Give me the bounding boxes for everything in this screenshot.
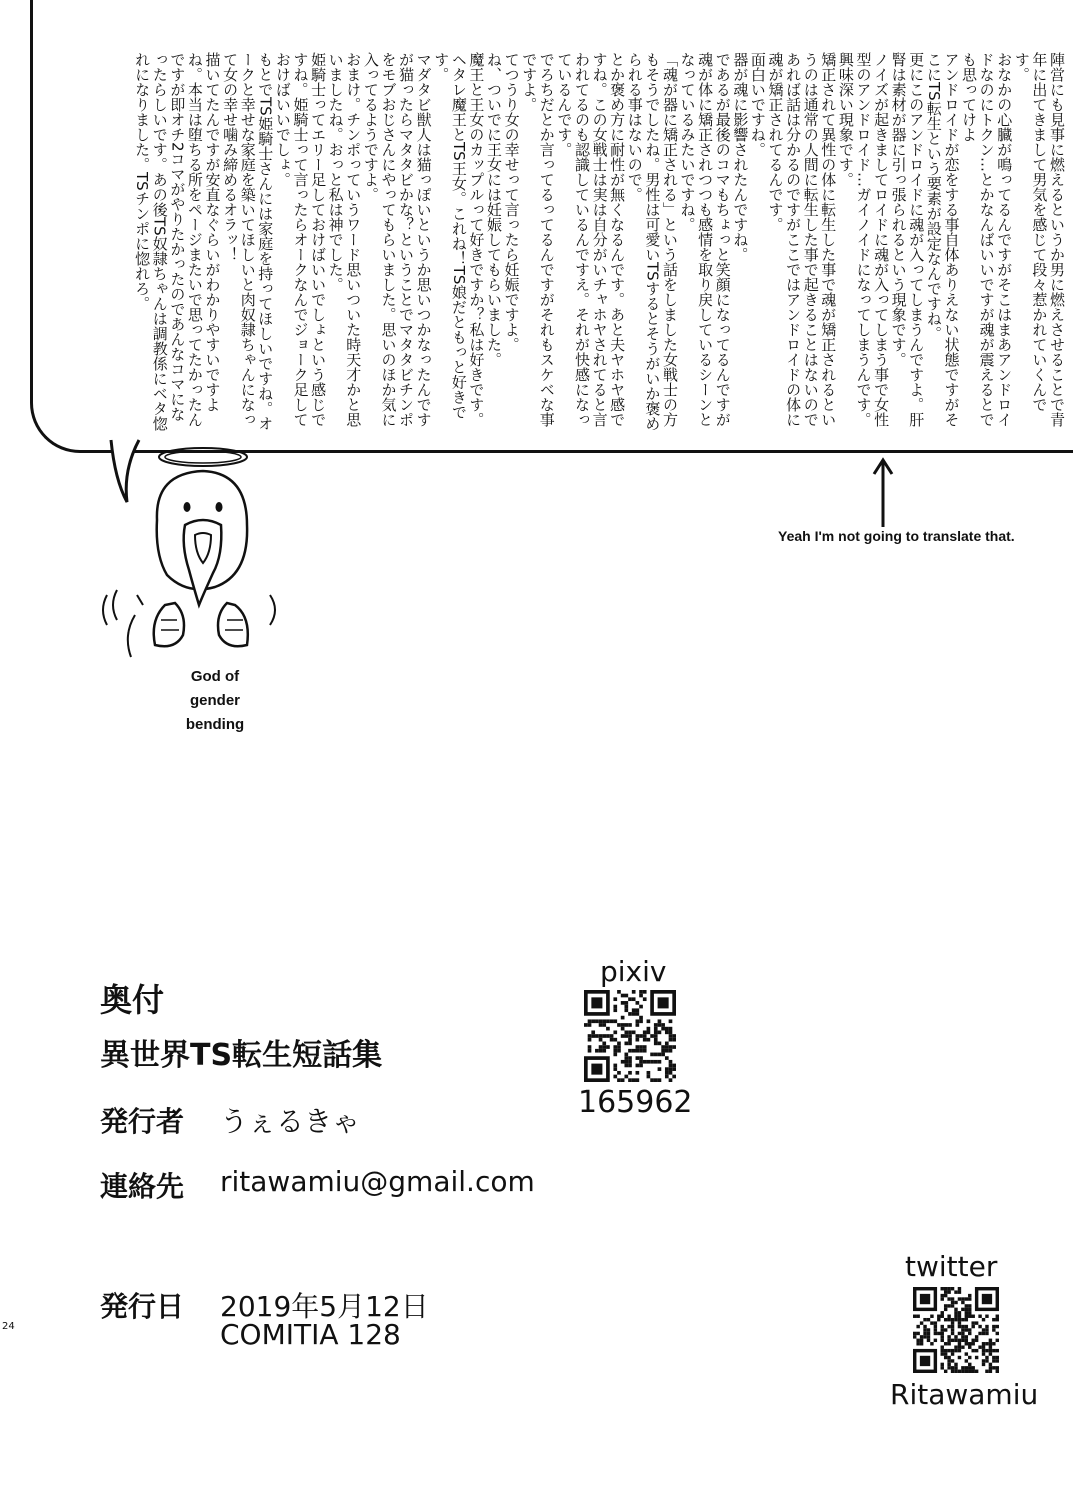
bubble-paragraph: アンドロイドが恋をする事自体ありえない状態ですがそこにTS転生という要素が設定なんですね。 [924, 52, 961, 427]
bubble-paragraph: 陣営にも見事に燃えるというか男に燃えさせることで青年に出てきまして男気を感じて段々惹かれていくんです。 [1012, 52, 1066, 427]
bubble-vertical-text [65, 52, 1065, 432]
pixiv-id: 165962 [578, 1085, 693, 1120]
contact-email: ritawamiu@gmail.com [220, 1165, 535, 1198]
date-row [100, 1285, 429, 1325]
work-title: 異世界TS転生短話集 [100, 1038, 383, 1073]
bubble-paragraph: てつうり女の幸せって言ったら妊娠ですよ。 [502, 52, 521, 352]
bubble-paragraph: ね、ついでに王女には妊娠してもらいました。 [485, 52, 503, 367]
bubble-paragraph: 更にこのアンドロイドに魂が入ってしまうんですよ。肝腎は素材が器に引っ張られるという現象です。 [889, 52, 926, 427]
publish-date: 2019年5月12日 [220, 1290, 429, 1323]
bubble-paragraph: 姫騎士ってエリー足しておけばいいでしょという感じですね。姫騎士って言ったらオークなんでジョーク足しておけばいいでしょ。 [273, 52, 328, 427]
contact-label: 連絡先 [100, 1170, 185, 1203]
caption-line-1: God of [190, 668, 240, 685]
caption-line-2: gender bending [185, 692, 245, 733]
translator-note: Yeah I'm not going to translate that. [778, 528, 1015, 544]
bubble-paragraph: 面白いですね。 [748, 52, 767, 157]
bubble-paragraph: であるが最後のコマもちょっと笑顔になってるんですが魂が体に矯正されつつも感情を取り戻しているシーンとなっているみたいですね。 [678, 52, 732, 427]
bubble-paragraph: でろちだとか言ってるってるんですがそれもスケベな事ですよ。 [520, 52, 556, 427]
bubble-paragraph: おなかの心臓が鳴ってるんですがそこはまあアンドロイドなのにトクン…とかなんばいいですが魂が震えるとでも思ってけよ [960, 52, 1014, 427]
up-arrow-icon [868, 452, 898, 532]
bubble-paragraph: 器が魂に影響されたんですね。 [731, 52, 750, 262]
bubble-paragraph: ノイズが起きましてロイドに魂が入ってしまう事で女性型のアンドロイド…ガイノイドになってしまうんです。興味深い現象です。 [836, 52, 891, 427]
twitter-label: twitter [905, 1250, 998, 1283]
bubble-paragraph: とか褒め方に耐性が無くなるんです。あと夫ヤホヤ感ですね。この女戦士は実は自分がいチャホヤされてると言われてるのも認識しているんですえ。それが快感になっているんです。 [555, 52, 627, 427]
twitter-handle: Ritawamiu [890, 1378, 1039, 1411]
contact-row [100, 1165, 535, 1205]
bubble-paragraph: 魔王と王女のカップルって好きですか？私は好きです。ヘタレ魔王とTS王女。これね！TS娘だともっと好きです。 [432, 52, 486, 427]
publisher-row [100, 1100, 361, 1140]
pixiv-qr-code[interactable] [584, 990, 676, 1082]
bubble-paragraph: 「魂が器に矯正される」という話をしました女戦士の方もそうでしたね。男性は可愛いTSするとそうがいか褒められる事はないので。 [625, 52, 679, 431]
publisher-label: 発行者 [100, 1105, 185, 1138]
bubble-paragraph: おまけ。チンポっていうワード思いついた時天才かと思いましたね。おっと私は神でした。 [326, 52, 363, 427]
colophon-title: 奥付 [100, 981, 165, 1019]
bubble-paragraph: もとでTS姫騎士さんには家庭を持ってほしいですね。オークと幸せな家庭を築いてほしいと肉奴隷ちゃんになって女の幸せ噛み締めるオラッ！ [221, 52, 275, 431]
bubble-paragraph: マダタビ獣人は猫っぽいというか思いつかなったんですが猫ったらマタタビかな？ということでマタタビチンポをモブおじさんにやってもらいました。思いのほか気に入ってるようですよ。 [361, 52, 433, 427]
speech-bubble [30, 0, 1073, 453]
date-label: 発行日 [100, 1290, 185, 1323]
page-number: 24 [2, 1321, 15, 1332]
twitter-qr-code[interactable] [913, 1287, 999, 1373]
bubble-paragraph: 矯正されて異性の体に転生した事で魂が矯正されるというのは通常の人間に転生した事で起きることはないのであれば話は分かるのですがここではアンドロイドの体に魂が矯正されてるんです。 [766, 52, 838, 427]
god-character-drawing [95, 445, 295, 685]
pixiv-label: pixiv [600, 955, 667, 988]
publisher-name: うぇるきゃ [220, 1105, 361, 1138]
event-name: COMITIA 128 [220, 1318, 401, 1351]
bubble-paragraph: 描いてたんですが安直なぐらいがわかりやすいですよね。本当は堕ちる所をページまたいで思ってたかったんですが即オチ2コマがやりたかったのであんなコマになったらしいです。あの後TS奴隷ちゃんは調教係にベタ惚れになりました。TSチンポに惚れろ。 [133, 52, 222, 431]
god-caption [160, 665, 270, 737]
